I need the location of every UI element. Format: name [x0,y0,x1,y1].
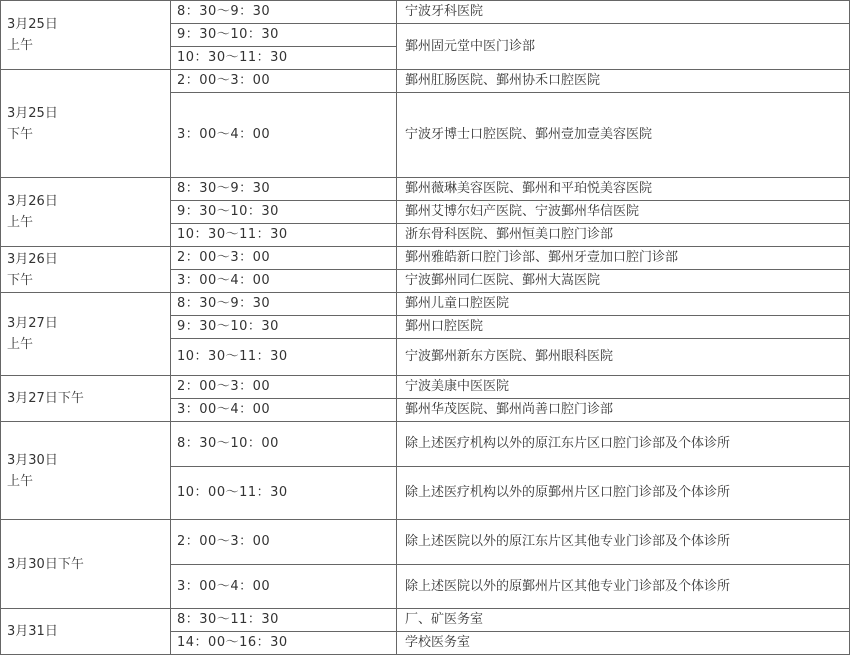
time-cell: 2：00～3：00 [171,376,397,399]
time-cell: 10：00～11：30 [171,467,397,520]
date-line-2: 上午 [7,215,34,230]
time-cell: 2：00～3：00 [171,70,397,93]
time-cell: 9：30～10：30 [171,24,397,47]
date-cell [1,422,171,520]
institution-cell: 鄞州华茂医院、鄞州尚善口腔门诊部 [397,399,850,422]
date-cell [1,70,171,178]
time-cell: 10：30～11：30 [171,224,397,247]
institution-cell: 鄞州固元堂中医门诊部 [397,24,850,70]
institution-cell: 浙东骨科医院、鄞州恒美口腔门诊部 [397,224,850,247]
institution-cell: 宁波鄞州同仁医院、鄞州大嵩医院 [397,270,850,293]
date-line-1: 3月26日 [7,251,58,267]
date-line-2: 上午 [7,337,34,352]
time-cell: 2：00～3：00 [171,247,397,270]
date-line-1: 3月25日 [7,17,58,32]
time-cell: 9：30～10：30 [171,201,397,224]
time-cell: 3：00～4：00 [171,270,397,293]
time-cell: 3：00～4：00 [171,93,397,178]
date-line-2: 下午 [7,272,34,288]
institution-cell: 鄞州肛肠医院、鄞州协禾口腔医院 [397,70,850,93]
date-cell [1,293,171,376]
institution-cell: 除上述医院以外的原鄞州片区其他专业门诊部及个体诊所 [397,565,850,609]
institution-cell: 厂、矿医务室 [397,609,850,632]
date-cell: 3月30日下午 [1,520,171,609]
date-line-1: 3月25日 [7,105,58,121]
date-cell [1,178,171,247]
date-line-2: 上午 [7,38,34,53]
time-cell: 8：30～11：30 [171,609,397,632]
time-cell: 9：30～10：30 [171,316,397,339]
date-line-1: 3月30日 [7,452,58,468]
time-cell: 8：30～9：30 [171,293,397,316]
date-line-2: 上午 [7,473,34,489]
institution-cell: 宁波美康中医医院 [397,376,850,399]
institution-cell: 宁波鄞州新东方医院、鄞州眼科医院 [397,339,850,376]
time-cell: 10：30～11：30 [171,47,397,70]
institution-cell: 鄞州艾博尔妇产医院、宁波鄞州华信医院 [397,201,850,224]
institution-cell: 除上述医疗机构以外的原江东片区口腔门诊部及个体诊所 [397,422,850,467]
time-cell: 3：00～4：00 [171,565,397,609]
time-cell: 8：30～10：00 [171,422,397,467]
time-cell: 2：00～3：00 [171,520,397,565]
date-line-1: 3月27日 [7,316,58,331]
date-cell: 3月27日下午 [1,376,171,422]
date-line-2: 下午 [7,126,34,142]
date-cell [1,247,171,293]
institution-cell: 鄞州雅皓新口腔门诊部、鄞州牙壹加口腔门诊部 [397,247,850,270]
time-cell: 14：00～16：30 [171,632,397,655]
time-cell: 8：30～9：30 [171,1,397,24]
institution-cell: 宁波牙科医院 [397,1,850,24]
institution-cell: 学校医务室 [397,632,850,655]
institution-cell: 鄞州薇琳美容医院、鄞州和平珀悦美容医院 [397,178,850,201]
institution-cell: 除上述医院以外的原江东片区其他专业门诊部及个体诊所 [397,520,850,565]
time-cell: 3：00～4：00 [171,399,397,422]
time-cell: 10：30～11：30 [171,339,397,376]
institution-cell: 宁波牙博士口腔医院、鄞州壹加壹美容医院 [397,93,850,178]
institution-cell: 鄞州儿童口腔医院 [397,293,850,316]
time-cell: 8：30～9：30 [171,178,397,201]
date-cell: 3月31日 [1,609,171,655]
institution-cell: 鄞州口腔医院 [397,316,850,339]
date-cell [1,1,171,70]
date-line-1: 3月26日 [7,194,58,209]
institution-cell: 除上述医疗机构以外的原鄞州片区口腔门诊部及个体诊所 [397,467,850,520]
